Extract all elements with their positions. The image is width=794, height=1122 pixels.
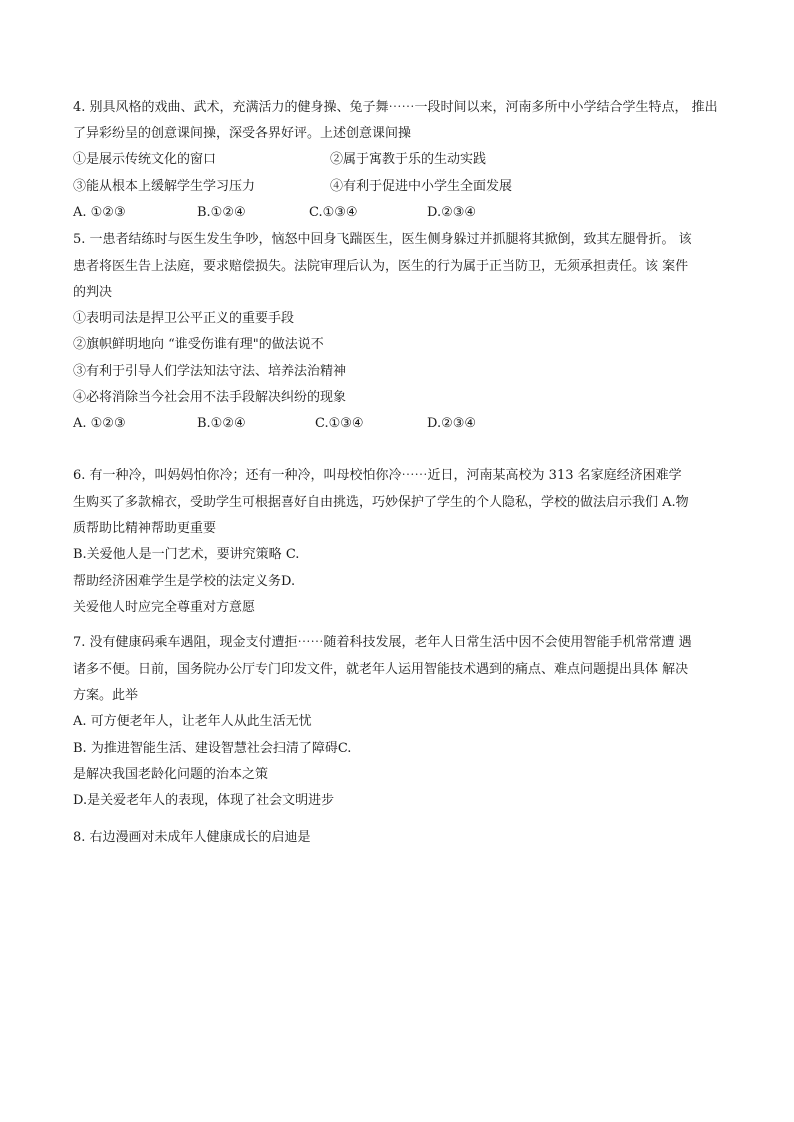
q4-option-c[interactable]: C.①③④ [309, 205, 358, 220]
q4-statement-4: ④有利于促进中小学生全面发展 [330, 179, 513, 194]
q4-stem-line-1: 4. 别具风格的戏曲、武术，充满活力的健身操、兔子舞⋯⋯一段时间以来，河南多所中小学结合学生特点， 推出 [73, 100, 718, 115]
q5-statement-2: ②旗帜鲜明地向 “谁受伤谁有理"的做法说不 [73, 337, 324, 352]
q4-statement-3: ③能从根本上缓解学生学习压力 [73, 179, 256, 194]
q5-option-b[interactable]: B.①②④ [197, 416, 246, 431]
q5-stem-line-1: 5. 一患者结练时与医生发生争吵，恼怒中回身飞踹医生，医生侧身躲过并抓腿将其掀倒，致其左腿骨折。 该 [73, 232, 692, 247]
q6-line-4: B.关爱他人是一门艺术，要讲究策略 C. [73, 547, 300, 562]
q5-options-row [73, 415, 733, 433]
q5-statement-1: ①表明司法是捍卫公平正义的重要手段 [73, 311, 295, 326]
q4-option-b[interactable]: B.①②④ [197, 205, 246, 220]
q5-option-d[interactable]: D.②③④ [427, 416, 477, 431]
q5-statement-4: ④必将消除当今社会用不法手段解决纠纷的现象 [73, 390, 347, 405]
q6-line-6: 关爱他人时应完全尊重对方意愿 [73, 600, 256, 615]
q4-options-row [73, 204, 733, 222]
q4-statement-1: ①是展示传统文化的窗口 [73, 152, 217, 167]
q4-stem-line-2: 了异彩纷呈的创意课间操，深受各界好评。上述创意课间操 [73, 126, 412, 141]
q5-stem-line-2: 患者将医生告上法庭，要求赔偿损失。法院审理后认为，医生的行为属于正当防卫，无须承担责任。该 案件 [73, 259, 689, 274]
q6-line-3: 质帮助比精神帮助更重要 [73, 521, 217, 536]
q4-statement-row-2 [73, 178, 733, 196]
q5-statement-3: ③有利于引导人们学法知法守法、培养法治精神 [73, 364, 347, 379]
q4-statement-2: ②属于寓教于乐的生动实践 [330, 152, 487, 167]
q7-option-d[interactable]: D.是关爱老年人的表现，体现了社会文明进步 [73, 793, 335, 808]
q4-statement-row-1 [73, 151, 733, 169]
q4-option-d[interactable]: D.②③④ [427, 205, 477, 220]
q5-option-c[interactable]: C.①③④ [315, 416, 364, 431]
q4-option-a[interactable]: A. ①②③ [73, 205, 126, 220]
q8-stem: 8. 右边漫画对未成年人健康成长的启迪是 [73, 830, 311, 845]
q7-line-3: 方案。此举 [73, 688, 139, 703]
q6-line-1: 6. 有一种冷，叫妈妈怕你冷；还有一种冷，叫母校怕你冷⋯⋯近日，河南某高校为 313 名家庭经济困难学 [73, 468, 682, 483]
q6-line-2: 生购买了多款棉衣，受助学生可根据喜好自由挑选，巧妙保护了学生的个人隐私，学校的做法启示我们 A.物 [73, 495, 689, 510]
q5-stem-line-3: 的判决 [73, 285, 113, 300]
q7-option-b[interactable]: B. 为推进智能生活、建设智慧社会扫清了障碍C. [73, 741, 352, 756]
q7-line-1: 7. 没有健康码乘车遇阻，现金支付遭拒⋯⋯随着科技发展，老年人日常生活中因不会使用智能手机常常遭 遇 [73, 635, 692, 650]
q7-option-a[interactable]: A. 可方便老年人，让老年人从此生活无忧 [73, 714, 312, 729]
q5-option-a[interactable]: A. ①②③ [73, 416, 126, 431]
q6-line-5: 帮助经济困难学生是学校的法定义务D. [73, 574, 296, 589]
q7-line-2: 诸多不便。日前，国务院办公厅专门印发文件，就老年人运用智能技术遇到的痛点、难点问题提出具体 解决 [73, 662, 689, 677]
q7-option-c[interactable]: 是解决我国老龄化问题的治本之策 [73, 767, 269, 782]
